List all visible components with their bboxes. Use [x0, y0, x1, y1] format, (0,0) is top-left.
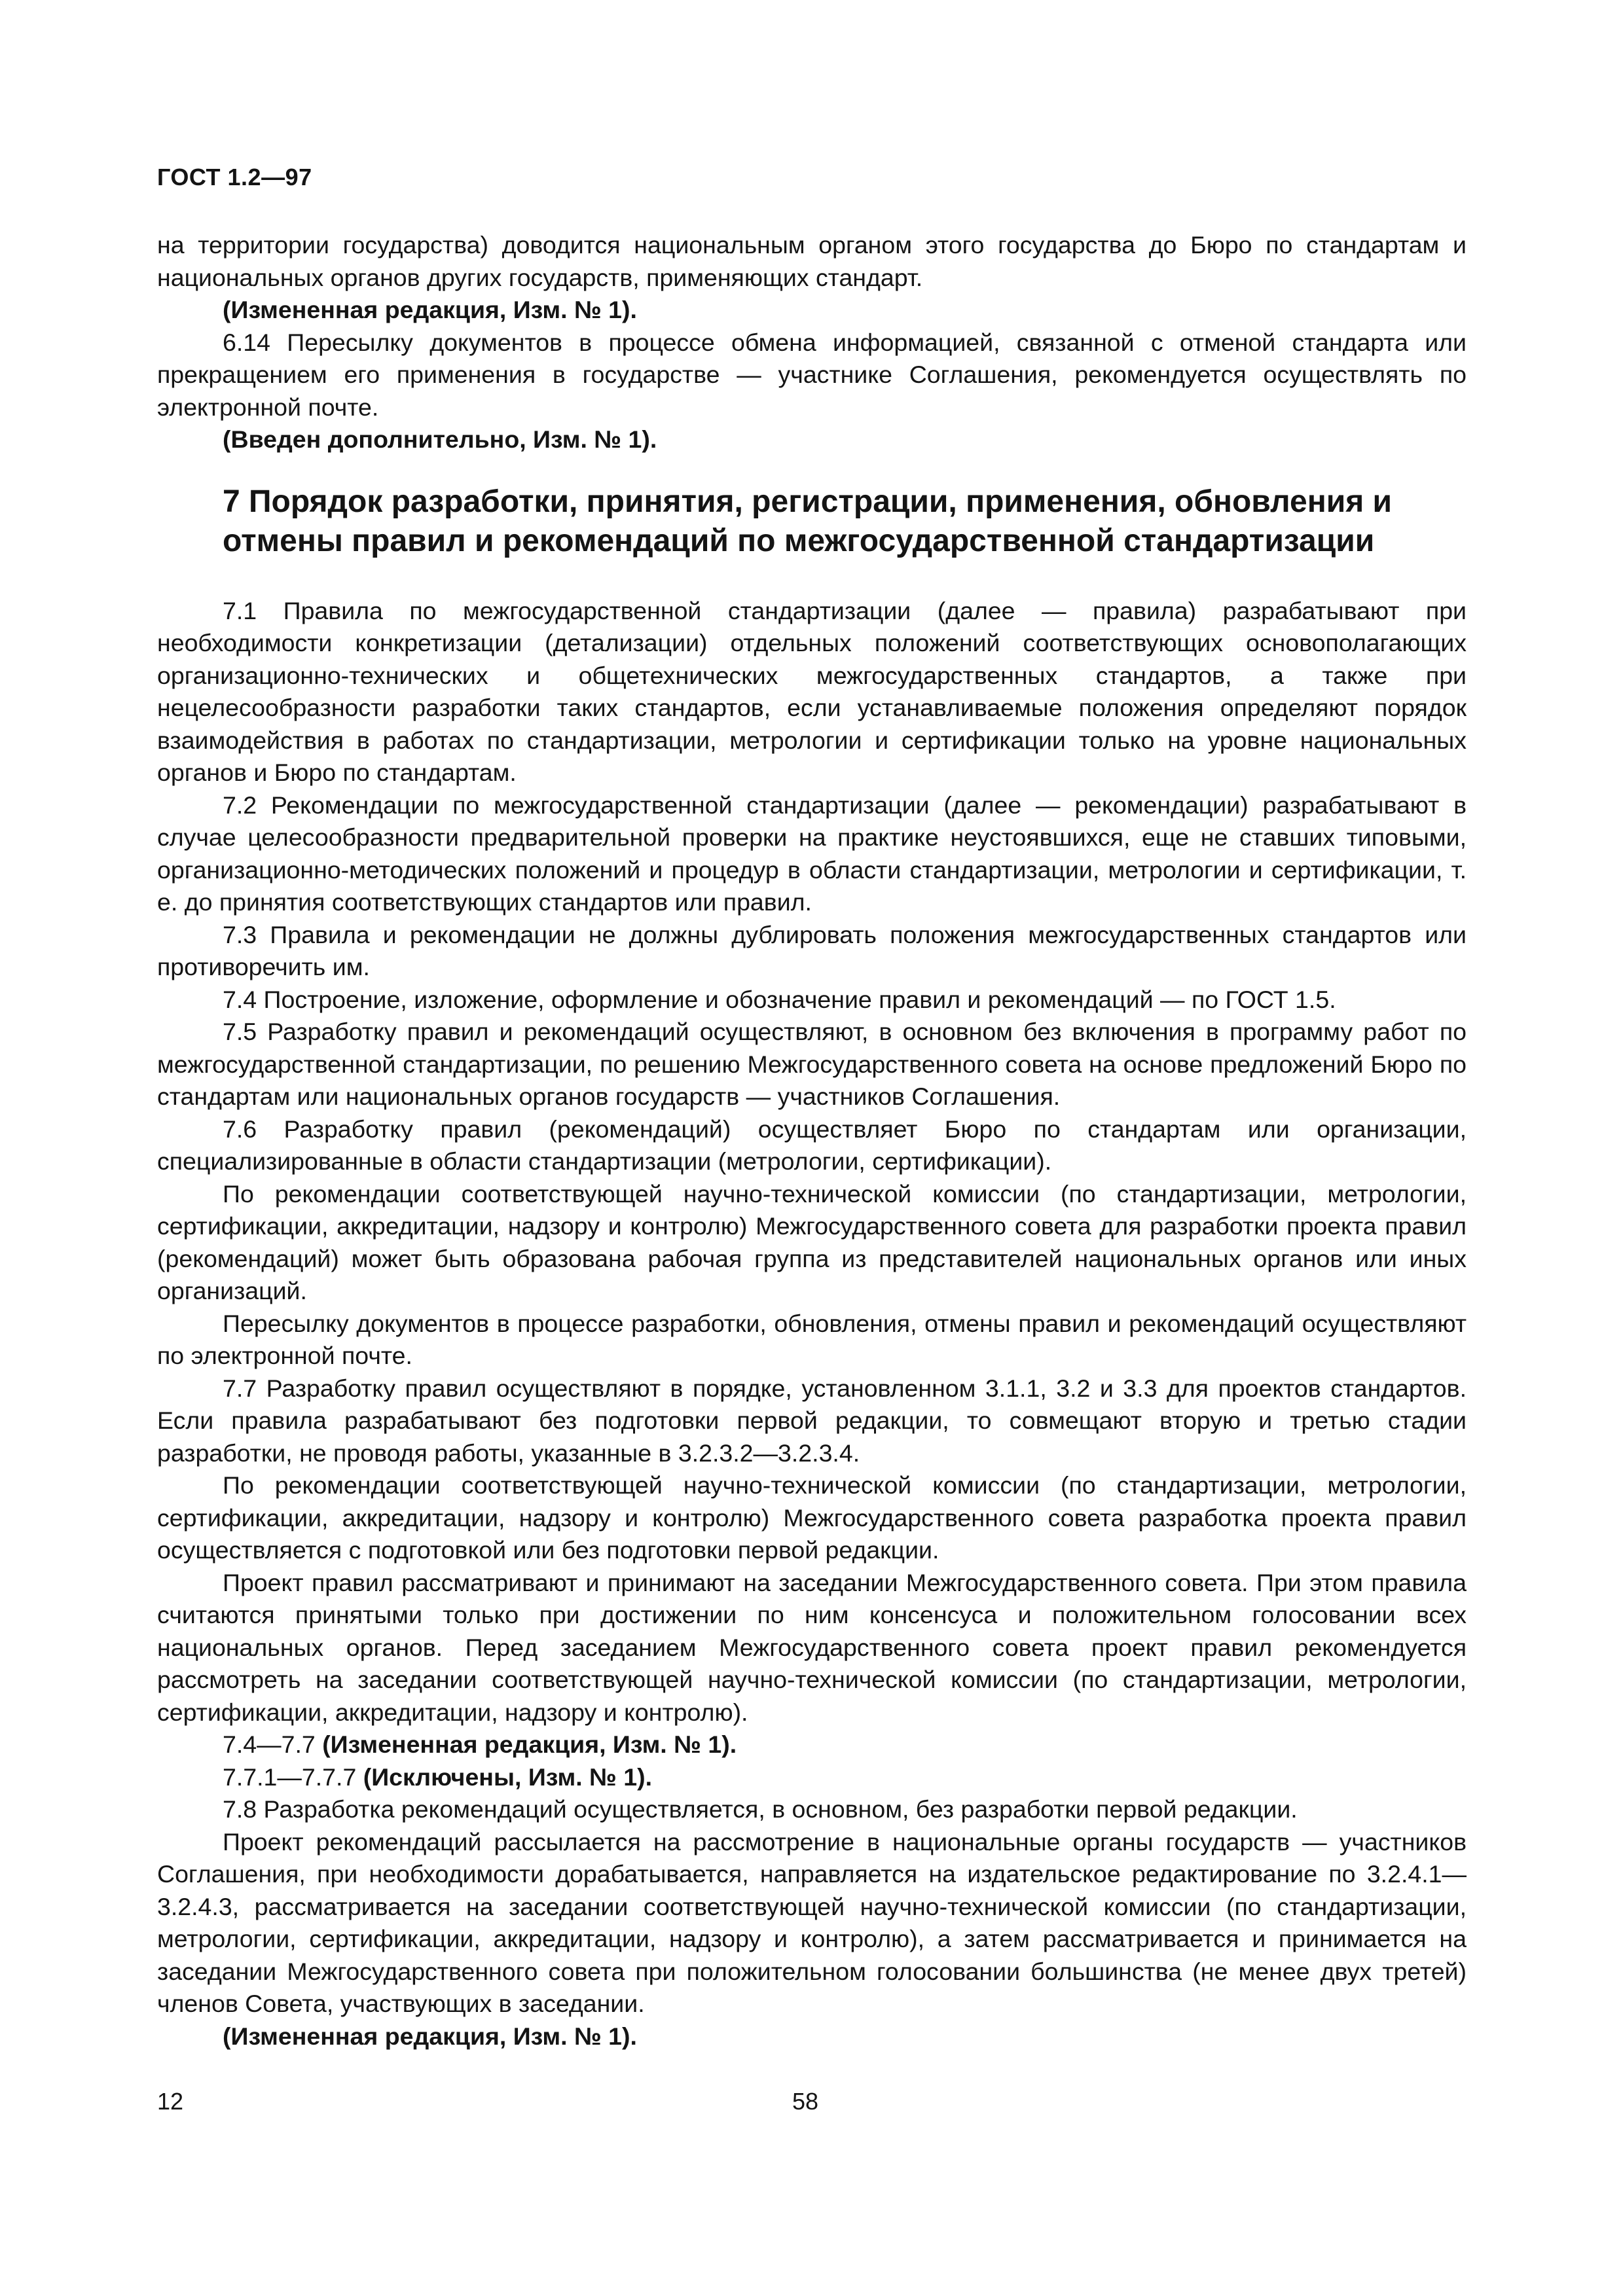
amendment-line-7-7-1 — [157, 1761, 1467, 1794]
paragraph-7-7: 7.7 Разработку правил осуществляют в порядке, установленном 3.1.1, 3.2 и 3.3 для проектов стандартов. Если правила разрабатывают без подготовки первой редакции, то совмещают вторую и третью стадии разработки, не проводя работы, указанные в 3.2.3.2—3.2.3.4. — [157, 1374, 1467, 1467]
amendment-note: (Измененная редакция, Изм. № 1). — [322, 1731, 737, 1758]
amendment-note: (Измененная редакция, Изм. № 1). — [223, 2022, 637, 2050]
paragraph-7-1: 7.1 Правила по межгосударственной стандартизации (далее — правила) разрабатывают при необходимости конкретизации (детализации) отдельных положений соответствующих основополагающих организационно-технических и общетехнических межгосударственных стандартов, а также при нецелесообразности разработки таких стандартов, если устанавливаемые положения определяют порядок взаимодействия в работах по стандартизации, метрологии и сертификации только на уровне национальных органов и Бюро по стандартам. — [157, 596, 1467, 786]
paragraph-7-4: 7.4 Построение, изложение, оформление и обозначение правил и рекомендаций — по ГОСТ 1.5. — [223, 985, 1336, 1013]
page-number-center: 58 — [792, 2088, 819, 2115]
clause-range: 7.7.1—7.7.7 — [223, 1763, 363, 1791]
amendment-note: (Введен дополнительно, Изм. № 1). — [223, 425, 657, 453]
paragraph: Пересылку документов в процессе разработки, обновления, отмены правил и рекомендаций осуществляют по электронной почте. — [157, 1309, 1467, 1369]
paragraph-7-6: 7.6 Разработку правил (рекомендаций) осуществляет Бюро по стандартам или организации, специализированные в области стандартизации (метрологии, сертификации). — [157, 1115, 1467, 1175]
clause-range: 7.4—7.7 — [223, 1731, 323, 1758]
document-body — [157, 229, 1467, 2053]
page-number-left: 12 — [157, 2088, 184, 2115]
paragraph: По рекомендации соответствующей научно-технической комиссии (по стандартизации, метрологии, сертификации, аккредитации, надзору и контролю) Межгосударственного совета разработка проекта правил осуществляется с подготовкой или без подготовки первой редакции. — [157, 1471, 1467, 1564]
document-code-header: ГОСТ 1.2—97 — [157, 164, 312, 190]
paragraph: Проект правил рассматривают и принимают на заседании Межгосударственного совета. При этом правила считаются принятыми только при достижении по ним консенсуса и положительном голосовании всех национальных органов. Перед заседанием Межгосударственного совета проект правил рекомендуется рассмотреть на заседании соответствующей научно-технической комиссии (по стандартизации, метрологии, сертификации, аккредитации, надзору и контролю). — [157, 1568, 1467, 1726]
exclusion-note: (Исключены, Изм. № 1). — [363, 1763, 653, 1791]
paragraph-7-5: 7.5 Разработку правил и рекомендаций осуществляют, в основном без включения в программу работ по межгосударственной стандартизации, по решению Межгосударственного совета на основе предложений Бюро по стандартам или национальных органов государств — участников Соглашения. — [157, 1018, 1467, 1110]
paragraph-7-2: 7.2 Рекомендации по межгосударственной стандартизации (далее — рекомендации) разрабатывают в случае целесообразности предварительной проверки на практике неустоявшихся, еще не ставших типовыми, организационно-методических положений и процедур в области стандартизации, метрологии и сертификации, т. е. до принятия соответствующих стандартов или правил. — [157, 791, 1467, 916]
amendment-line-7-4-7-7 — [157, 1729, 1467, 1761]
section-7-title: 7 Порядок разработки, принятия, регистрации, применения, обновления и отмены правил и рекомендаций по межгосударственной стандартизации — [223, 484, 1393, 558]
paragraph: По рекомендации соответствующей научно-технической комиссии (по стандартизации, метрологии, сертификации, аккредитации, надзору и контролю) Межгосударственного совета для разработки проекта правил (рекомендаций) может быть образована рабочая группа из представителей национальных органов или иных организаций. — [157, 1179, 1467, 1304]
paragraph: Проект рекомендаций рассылается на рассмотрение в национальные органы государств — участников Соглашения, при необходимости дорабатывается, направляется на издательское редактирование по 3.2.4.1—3.2.4.3, рассматривается на заседании соответствующей научно-технической комиссии (по стандартизации, метрологии, сертификации, аккредитации, надзору и контролю), а затем рассматривается и принимается на заседании Межгосударственного совета при положительном голосовании большинства (не менее двух третей) членов Совета, участвующих в заседании. — [157, 1827, 1467, 2017]
paragraph-7-3: 7.3 Правила и рекомендации не должны дублировать положения межгосударственных стандартов или противоречить им. — [157, 920, 1467, 980]
paragraph-7-8: 7.8 Разработка рекомендаций осуществляется, в основном, без разработки первой редакции. — [223, 1795, 1298, 1823]
paragraph-6-14: 6.14 Пересылку документов в процессе обмена информацией, связанной с отменой стандарта или прекращением его применения в государстве — участнике Соглашения, рекомендуется осуществлять по электронной почте. — [157, 328, 1467, 421]
paragraph: на территории государства) доводится национальным органом этого государства до Бюро по стандартам и национальных органов других государств, применяющих стандарт. — [157, 231, 1467, 291]
amendment-note: (Измененная редакция, Изм. № 1). — [223, 296, 637, 323]
